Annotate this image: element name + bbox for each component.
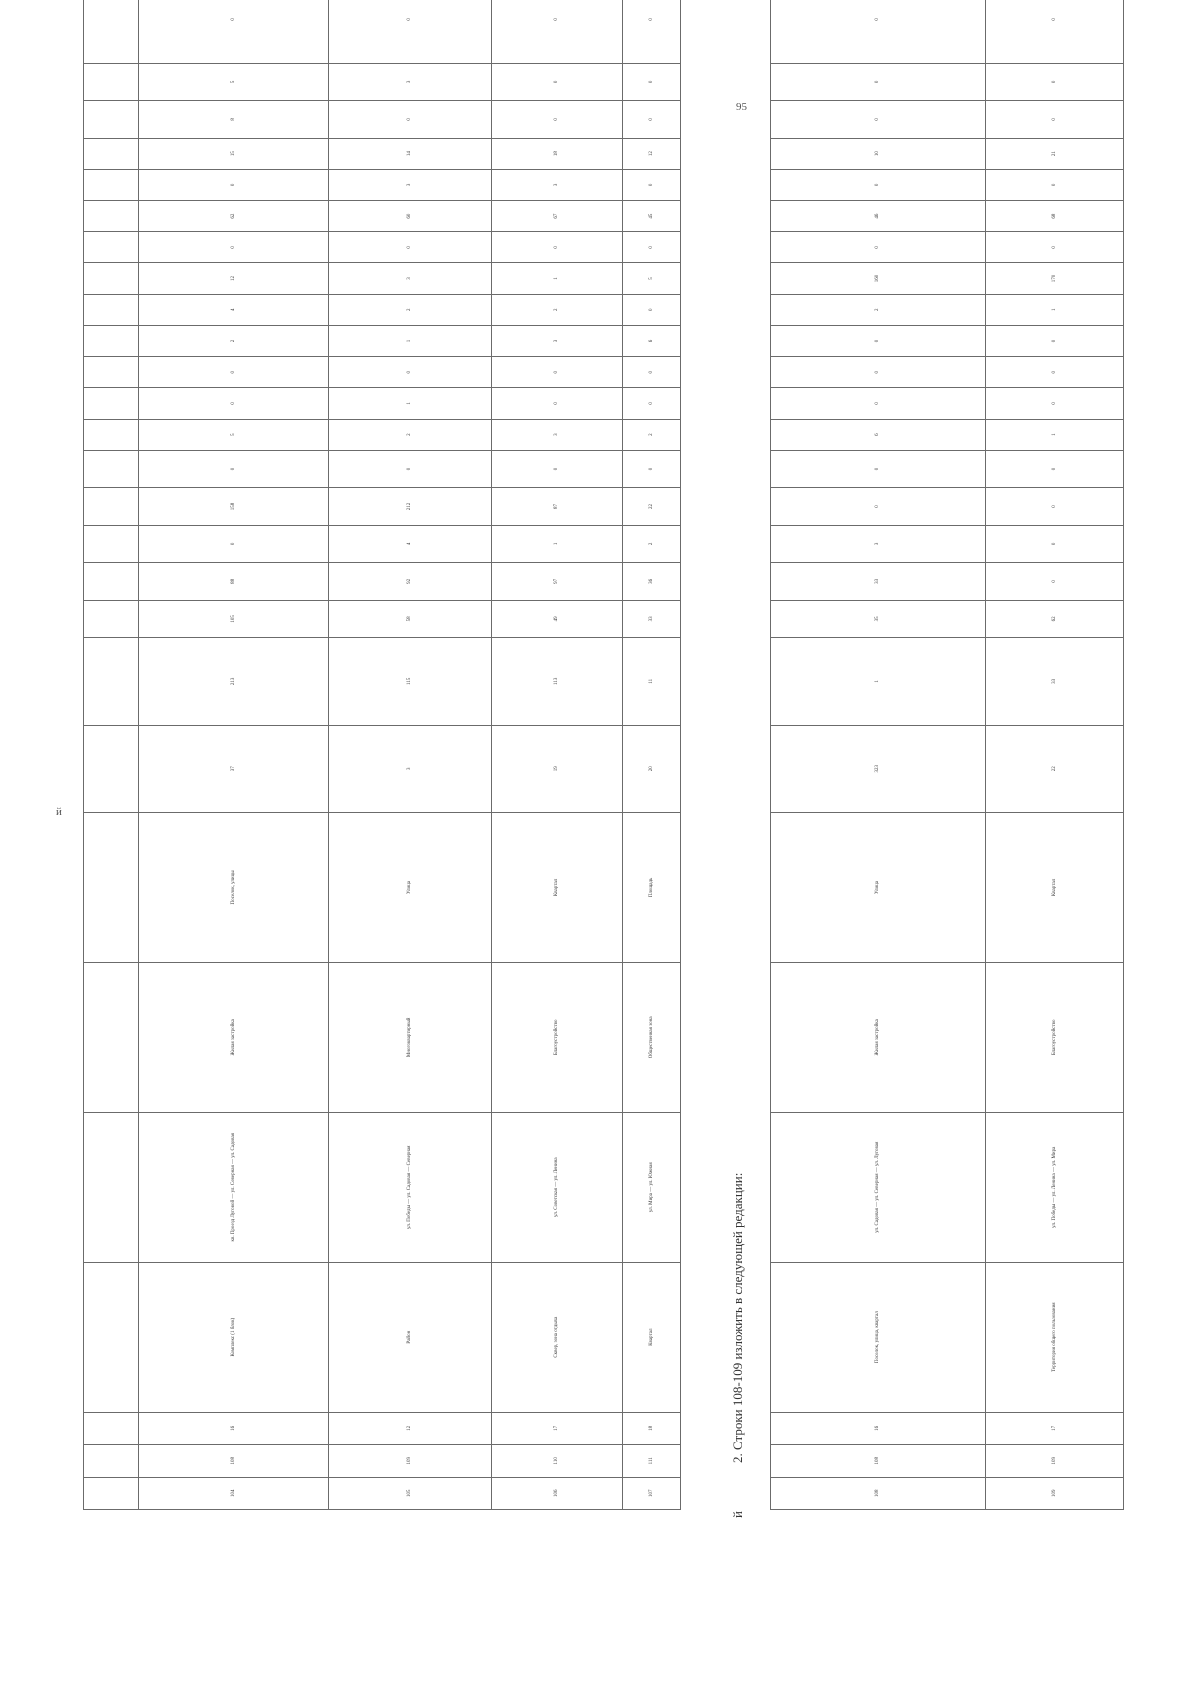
table-cell: 160 [771, 263, 986, 294]
table-cell: 14 [329, 138, 492, 169]
table-upper [83, 0, 681, 1510]
table-cell: 33 [623, 600, 681, 637]
table-cell: 0 [771, 0, 986, 63]
table-cell: 0 [139, 232, 329, 263]
table-cell: Жилая застройка [139, 962, 329, 1112]
table-cell: 104 [139, 1477, 329, 1509]
table-cell: 17 [986, 1412, 1124, 1444]
header-cell [84, 201, 139, 232]
caption-row-mark: й [730, 1511, 745, 1518]
table-cell: 0 [139, 388, 329, 419]
table-cell: 0 [623, 232, 681, 263]
table-cell: 0 [492, 101, 623, 138]
header-cell [84, 63, 139, 100]
table-cell: 11 [623, 638, 681, 725]
table-cell: 0 [623, 388, 681, 419]
header-cell [84, 1112, 139, 1262]
table-cell: 105 [329, 1477, 492, 1509]
table-cell: 49 [492, 600, 623, 637]
table-cell: 62 [139, 201, 329, 232]
table-cell: 87 [492, 488, 623, 525]
table-cell: 0 [329, 0, 492, 63]
table-cell: 2 [139, 325, 329, 356]
table-cell: 158 [139, 488, 329, 525]
table-cell: Многоквартирный [329, 962, 492, 1112]
table-cell: 0 [986, 525, 1124, 562]
header-cell [84, 812, 139, 962]
table-cell: Сквер, зона отдыха [492, 1262, 623, 1412]
table-cell: Поселок, улицы [139, 812, 329, 962]
table-cell: 88 [139, 563, 329, 600]
table-cell: Благоустройство [986, 962, 1124, 1112]
table-cell: 16 [139, 1412, 329, 1444]
table-cell: 0 [771, 101, 986, 138]
table-cell: 108 [771, 1477, 986, 1509]
table-cell: 1 [986, 294, 1124, 325]
table-cell: 0 [771, 488, 986, 525]
table-cell: 2 [329, 294, 492, 325]
header-cell [84, 450, 139, 487]
table-cell: 0 [986, 450, 1124, 487]
table-cell: 45 [623, 201, 681, 232]
table-cell: 20 [623, 725, 681, 812]
table-cell: 21 [986, 138, 1124, 169]
table-cell: Квартал [986, 812, 1124, 962]
table-cell: ул. Победы — ул. Садовая — Северная [329, 1112, 492, 1262]
table-cell: 15 [139, 138, 329, 169]
table-cell: 0 [986, 169, 1124, 200]
table-cell: 0 [986, 101, 1124, 138]
header-cell [84, 263, 139, 294]
header-cell [84, 1262, 139, 1412]
table-cell: 0 [139, 450, 329, 487]
table-cell: 0 [329, 450, 492, 487]
header-cell [84, 1412, 139, 1444]
table-cell: 3 [492, 325, 623, 356]
table-cell: 106 [492, 1477, 623, 1509]
table-cell: 0 [623, 0, 681, 63]
table-cell: 2 [771, 294, 986, 325]
table-cell: 0 [139, 169, 329, 200]
table-cell: 12 [329, 1412, 492, 1444]
table-cell: 10 [771, 138, 986, 169]
table-cell: 113 [492, 638, 623, 725]
table-cell: 22 [986, 725, 1124, 812]
table-cell: 0 [492, 357, 623, 388]
header-cell [84, 525, 139, 562]
header-cell [84, 419, 139, 450]
header-cell [84, 725, 139, 812]
table-cell: 92 [329, 563, 492, 600]
table-row [986, 0, 1124, 1510]
table-cell: 0 [623, 294, 681, 325]
table-cell: 12 [623, 138, 681, 169]
table-cell: 2 [623, 419, 681, 450]
table-cell: 35 [771, 600, 986, 637]
table-cell: 3 [492, 169, 623, 200]
header-cell [84, 638, 139, 725]
table-cell: 170 [986, 263, 1124, 294]
header-cell [84, 600, 139, 637]
table-cell: ул. Победы — ул. Ленина — ул. Мира [986, 1112, 1124, 1262]
table-cell: ул. Мира — ул. Южная [623, 1112, 681, 1262]
table-cell: 0 [623, 357, 681, 388]
table-cell: 0 [329, 101, 492, 138]
table-cell: 109 [986, 1445, 1124, 1477]
table-cell: 3 [329, 169, 492, 200]
table-row [623, 0, 681, 1510]
table-cell: 19 [492, 725, 623, 812]
table-row [771, 0, 986, 1510]
table-cell: 3 [329, 263, 492, 294]
table-cell: 2 [623, 525, 681, 562]
table-cell: 3 [771, 525, 986, 562]
table-cell: 0 [771, 169, 986, 200]
table-cell: Квартал [492, 812, 623, 962]
table-cell: 0 [329, 357, 492, 388]
table-cell: 0 [986, 388, 1124, 419]
header-cell [84, 962, 139, 1112]
header-cell [84, 232, 139, 263]
table-cell: 0 [986, 357, 1124, 388]
table-cell: Улица [329, 812, 492, 962]
table-cell: 2 [492, 294, 623, 325]
table-cell: 1 [329, 325, 492, 356]
table-cell: 108 [771, 1445, 986, 1477]
header-cell [84, 563, 139, 600]
table-cell: 16 [771, 1412, 986, 1444]
table-cell: 62 [986, 600, 1124, 637]
table-cell: кв. Проезд Луговой — ул. Северная — ул. Садовая [139, 1112, 329, 1262]
table-header-row [84, 0, 139, 1510]
table-cell: Территория общего пользования [986, 1262, 1124, 1412]
table-cell: 5 [139, 419, 329, 450]
header-cell [84, 101, 139, 138]
table-cell: 58 [329, 600, 492, 637]
table-cell: 0 [986, 232, 1124, 263]
table-cell: Общественная зона [623, 962, 681, 1112]
table-cell: 0 [986, 63, 1124, 100]
table-cell: 0 [771, 63, 986, 100]
table-cell: ул. Советская — ул. Ленина [492, 1112, 623, 1262]
table-cell: 5 [623, 263, 681, 294]
table-cell: 0 [771, 357, 986, 388]
table-cell: Комплекс (1 блок) [139, 1262, 329, 1412]
table-cell: 1 [986, 419, 1124, 450]
table-cell: 107 [623, 1477, 681, 1509]
table-cell: 18 [492, 138, 623, 169]
table-cell: 115 [329, 638, 492, 725]
table-cell: 105 [139, 600, 329, 637]
table-cell: 109 [986, 1477, 1124, 1509]
table-cell: 108 [139, 1445, 329, 1477]
table-cell: 5 [139, 63, 329, 100]
table-cell: 0 [986, 0, 1124, 63]
table-cell: 0 [329, 232, 492, 263]
table-cell: Благоустройство [492, 962, 623, 1112]
table-cell: 18 [623, 1412, 681, 1444]
header-cell [84, 325, 139, 356]
table-cell: 0 [623, 101, 681, 138]
table-cell: 8 [139, 101, 329, 138]
table-cell: 0 [492, 63, 623, 100]
table-cell: 4 [139, 294, 329, 325]
header-cell [84, 488, 139, 525]
table-cell: 0 [623, 63, 681, 100]
table-lower [770, 0, 1124, 1510]
table-cell: 33 [986, 638, 1124, 725]
header-cell [84, 294, 139, 325]
table-cell: 37 [139, 725, 329, 812]
table-cell: 1 [492, 525, 623, 562]
table-cell: 110 [492, 1445, 623, 1477]
table-cell: 0 [139, 357, 329, 388]
table-cell: 60 [329, 201, 492, 232]
table-cell: 109 [329, 1445, 492, 1477]
page-number: 95 [736, 101, 747, 113]
table-cell: ул. Садовая — ул. Северная — ул. Луговая [771, 1112, 986, 1262]
table-cell: 6 [771, 419, 986, 450]
header-cell [84, 388, 139, 419]
table-cell: 2 [329, 419, 492, 450]
table-cell: 0 [771, 450, 986, 487]
table-cell: 97 [492, 563, 623, 600]
header-cell [84, 169, 139, 200]
table-cell: 0 [986, 563, 1124, 600]
table-cell: 1 [329, 388, 492, 419]
table-cell: 36 [623, 563, 681, 600]
header-cell [84, 0, 139, 63]
table-row [329, 0, 492, 1510]
table-cell: 111 [623, 1445, 681, 1477]
table-cell: 0 [771, 232, 986, 263]
table-cell: 0 [492, 388, 623, 419]
table-cell: 33 [771, 563, 986, 600]
table-cell: 1 [771, 638, 986, 725]
table-cell: 212 [329, 488, 492, 525]
table-cell: 0 [986, 325, 1124, 356]
table-cell: 323 [771, 725, 986, 812]
header-cell [84, 138, 139, 169]
table-cell: Жилая застройка [771, 962, 986, 1112]
table-cell: Площадь [623, 812, 681, 962]
table-cell: 0 [139, 525, 329, 562]
side-mark: й [56, 806, 62, 818]
table-cell: 12 [139, 263, 329, 294]
table-cell: 0 [492, 232, 623, 263]
table-cell: 3 [329, 63, 492, 100]
table-row [492, 0, 623, 1510]
header-cell [84, 1445, 139, 1477]
table-cell: 4 [329, 525, 492, 562]
caption: 2. Строки 108-109 изложить в следующей редакции: [730, 1172, 745, 1463]
header-cell [84, 1477, 139, 1509]
table-cell: 46 [771, 201, 986, 232]
table-cell: 0 [771, 388, 986, 419]
table-cell: 0 [623, 450, 681, 487]
table-cell: 68 [986, 201, 1124, 232]
table-cell: 0 [492, 0, 623, 63]
table-cell: 1 [492, 263, 623, 294]
table-cell: Район [329, 1262, 492, 1412]
table-cell: 3 [492, 419, 623, 450]
table-cell: 17 [492, 1412, 623, 1444]
table-cell: Квартал [623, 1262, 681, 1412]
table-cell: 213 [139, 638, 329, 725]
table-cell: 0 [139, 0, 329, 63]
table-cell: 0 [623, 169, 681, 200]
table-cell: 0 [771, 325, 986, 356]
table-cell: 67 [492, 201, 623, 232]
table-cell: 3 [329, 725, 492, 812]
table-cell: 6 [623, 325, 681, 356]
table-cell: 0 [492, 450, 623, 487]
table-cell: Поселок, улица, квартал [771, 1262, 986, 1412]
table-cell: 22 [623, 488, 681, 525]
header-cell [84, 357, 139, 388]
table-cell: 0 [986, 488, 1124, 525]
table-cell: Улица [771, 812, 986, 962]
table-row [139, 0, 329, 1510]
